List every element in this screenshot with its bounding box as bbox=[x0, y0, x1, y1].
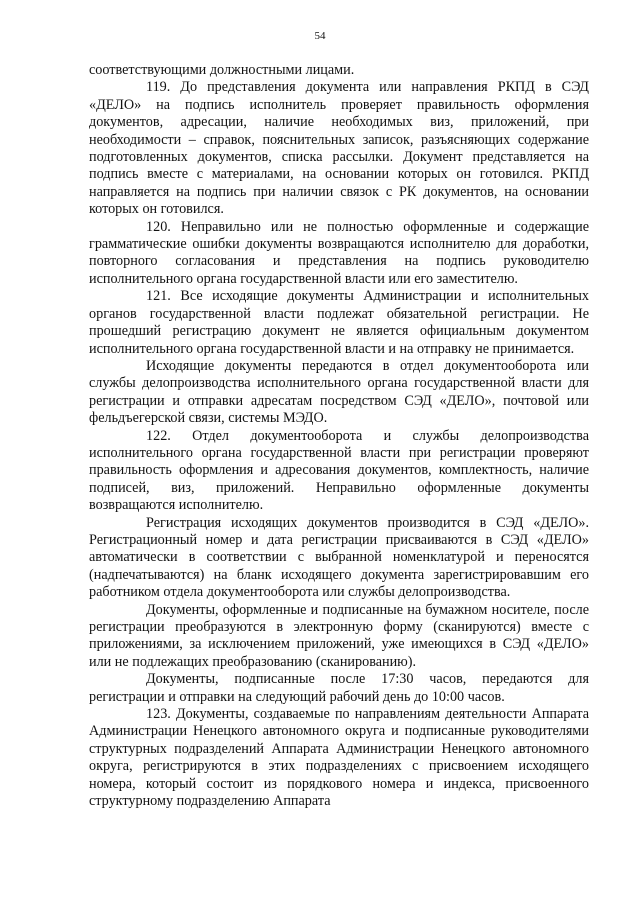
paragraph-continuation: соответствующими должностными лицами. bbox=[89, 62, 355, 78]
page-number: 54 bbox=[314, 30, 326, 42]
paragraph-121: 121. Все исходящие документы Администрации и исполнительных органов государственной власти подлежат обязательной регистрации. Не прошедший регистрацию документ не является официальным документом исполнительного органа государственной власти и на отправку не принимается. bbox=[89, 288, 589, 357]
paragraph-123: 123. Документы, создаваемые по направлениям деятельности Аппарата Администрации Ненецкого автономного округа и подписанные руководителями структурных подразделений Аппарата Администрации Ненецкого автономного округа, регистрируются в этих подразделениях с присвоением исходящего номера, который состоит из порядкового номера и индекса, присвоенного структурному подразделению Аппарата bbox=[89, 706, 589, 810]
paragraph-122-registration: Регистрация исходящих документов производится в СЭД «ДЕЛО». Регистрационный номер и дата регистрации присваиваются в СЭД «ДЕЛО» автоматически в соответствии с выбранной номенклатурой и переносятся (надпечатываются) на бланк исходящего документа зарегистрировавшим его работником отдела документооборота или службы делопроизводства. bbox=[89, 514, 589, 601]
paragraph-121-outgoing: Исходящие документы передаются в отдел документооборота или службы делопроизводства исполнительного органа государственной власти для регистрации и отправки адресатам посредством СЭД «ДЕЛО», почтовой или фельдъегерской связи, системы МЭДО. bbox=[89, 357, 589, 427]
paragraph-122-scanning: Документы, оформленные и подписанные на бумажном носителе, после регистрации преобразуются в электронную форму (сканируются) вместе с приложениями, за исключением приложений, уже имеющихся в СЭД «ДЕЛО» или не подлежащих преобразованию (сканированию). bbox=[89, 601, 589, 670]
paragraph-119: 119. До представления документа или направления РКПД в СЭД «ДЕЛО» на подпись исполнитель проверяет правильность оформления документов, адресации, наличие необходимых виз, приложений, при необходимости – справок, пояснительных записок, разъясняющих содержание подготовленных документов, списка рассылки. Документ представляется на подпись вместе с материалами, на основании которых он готовился. РКПД направляется на подпись при наличии связок с РК документов, на основании которых он готовился. bbox=[89, 79, 589, 218]
paragraph-122: 122. Отдел документооборота и службы делопроизводства исполнительного органа государственной власти при регистрации проверяют правильность оформления и адресования документов, комплектность, наличие подписей, виз, приложений. Неправильно оформленные документы возвращаются исполнителю. bbox=[89, 427, 589, 514]
paragraph-120: 120. Неправильно или не полностью оформленные и содержащие грамматические ошибки документы возвращаются исполнителю для доработки, повторного согласования и представления на подпись руководителю исполнительного органа государственной власти или его заместителю. bbox=[89, 218, 589, 287]
document-body bbox=[89, 62, 589, 810]
paragraph-122-deadline: Документы, подписанные после 17:30 часов, передаются для регистрации и отправки на следующий рабочий день до 10:00 часов. bbox=[89, 671, 589, 705]
